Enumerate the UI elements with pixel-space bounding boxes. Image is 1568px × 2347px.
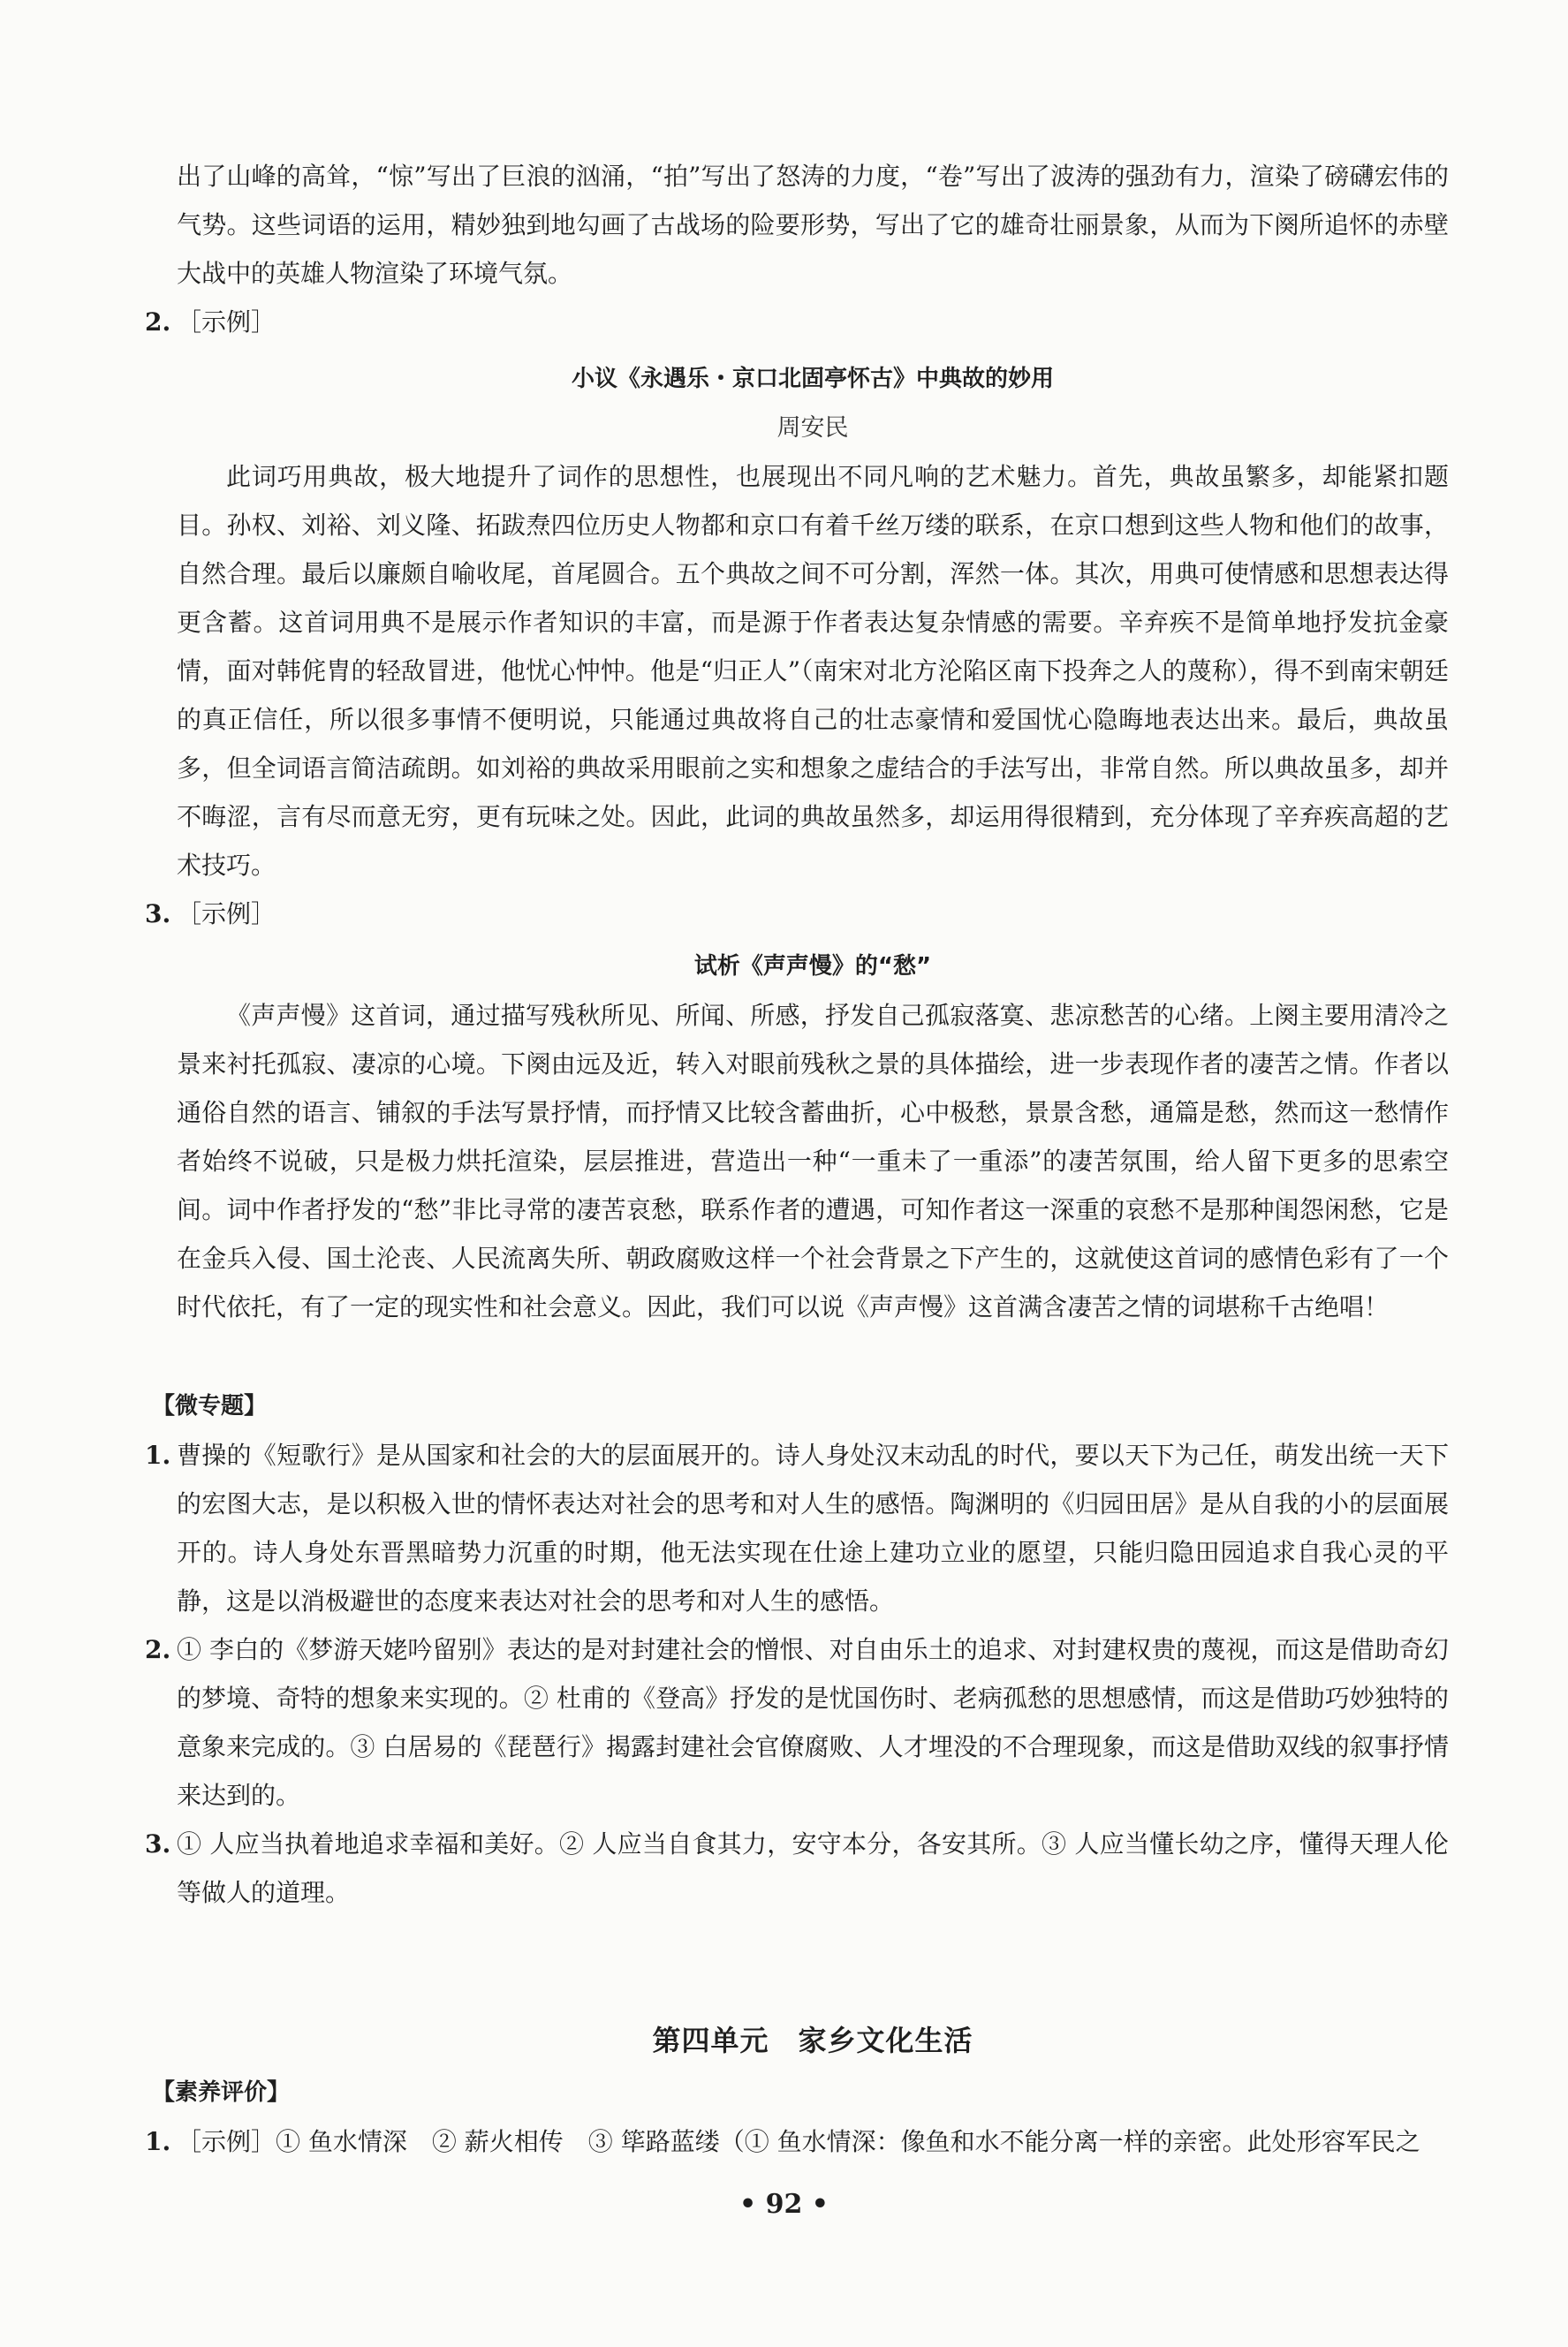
intro-text: 出了山峰的高耸，“惊”写出了巨浪的汹涌，“拍”写出了怒涛的力度，“卷”写出了波涛的强劲有力，渲染了磅礴宏伟的气势。这些词语的运用，精妙独到地勾画了古战场的险要形势，写出了它的雄奇壮丽景象，从而为下阕所追怀的赤壁大战中的英雄人物渲染了环境气氛。 — [177, 162, 1449, 288]
unit-title: 第四单元 家乡文化生活 — [652, 2024, 973, 2057]
list-item — [145, 1820, 1449, 1917]
answer-item-3 — [145, 890, 1449, 1331]
list-item — [145, 1431, 1449, 1625]
list-item — [145, 2117, 1449, 2166]
item-number: 2. — [145, 1635, 171, 1664]
section-label: 【微专题】 — [152, 1393, 268, 1420]
item-text: ① 李白的《梦游天姥吟留别》表达的是对封建社会的憎恨、对自由乐土的追求、对封建权贵的蔑视，而这是借助奇幻的梦境、奇特的想象来实现的。② 杜甫的《登高》抒发的是忧国伤时、老病孤愁的思想感情，而这是借助巧妙独特的意象来完成的。③ 白居易的《琵琶行》揭露封建社会官僚腐败、人才埋没的不合理现象，而这是借助双线的叙事抒情来达到的。 — [177, 1635, 1449, 1810]
item-2-header — [145, 298, 1449, 346]
item-number: 3. — [145, 899, 171, 928]
essay-author: 周安民 — [776, 414, 849, 442]
answer-item-2 — [145, 298, 1449, 890]
item-number: 3. — [145, 1829, 171, 1859]
micro-topic-section — [145, 1382, 1449, 1917]
essay-title: 试析《声声慢》的“愁” — [693, 953, 932, 980]
item-number: 2. — [145, 307, 171, 337]
essay-body: 此词巧用典故，极大地提升了词作的思想性，也展现出不同凡响的艺术魅力。首先，典故虽繁多，却能紧扣题目。孙权、刘裕、刘义隆、拓跋焘四位历史人物都和京口有着千丝万缕的联系，在京口想到这些人物和他们的故事，自然合理。最后以廉颇自喻收尾，首尾圆合。五个典故之间不可分割，浑然一体。其次，用典可使情感和思想表达得更含蓄。这首词用典不是展示作者知识的丰富，而是源于作者表达复杂情感的需要。辛弃疾不是简单地抒发抗金豪情，面对韩侂胄的轻敌冒进，他忧心忡忡。他是“归正人”（南宋对北方沦陷区南下投奔之人的蔑称），得不到南宋朝廷的真正信任，所以很多事情不便明说，只能通过典故将自己的壮志豪情和爱国忧心隐晦地表达出来。最后，典故虽多，但全词语言简洁疏朗。如刘裕的典故采用眼前之实和想象之虚结合的手法写出，非常自然。所以典故虽多，却并不晦涩，言有尽而意无穷，更有玩味之处。因此，此词的典故虽然多，却运用得很精到，充分体现了辛弃疾高超的艺术技巧。 — [177, 462, 1449, 880]
item-text: ［示例］① 鱼水情深 ② 薪火相传 ③ 筚路蓝缕（① 鱼水情深：像鱼和水不能分离一样的亲密。此处形容军民之 — [177, 2127, 1420, 2156]
example-label: ［示例］ — [177, 307, 276, 337]
essay-title: 小议《永遇乐・京口北固亭怀古》中典故的妙用 — [571, 366, 1054, 392]
unit-4-section — [145, 2014, 1449, 2166]
item-text: 曹操的《短歌行》是从国家和社会的大的层面展开的。诗人身处汉末动乱的时代，要以天下为己任，萌发出统一天下的宏图大志，是以积极入世的情怀表达对社会的思考和对人生的感悟。陶渊明的《归园田居》是从自我的小的层面展开的。诗人身处东晋黑暗势力沉重的时期，他无法实现在仕途上建功立业的愿望，只能归隐田园追求自我心灵的平静，这是以消极避世的态度来表达对社会的思考和对人生的感悟。 — [177, 1441, 1449, 1616]
item-text: ① 人应当执着地追求幸福和美好。② 人应当自食其力，安守本分，各安其所。③ 人应当懂长幼之序，懂得天理人伦等做人的道理。 — [177, 1829, 1449, 1907]
item-number: 1. — [145, 2127, 171, 2156]
page-number: • 92 • — [739, 2189, 829, 2220]
item-3-header — [145, 890, 1449, 938]
section-label: 【素养评价】 — [152, 2079, 291, 2106]
example-label: ［示例］ — [177, 899, 276, 928]
essay-body: 《声声慢》这首词，通过描写残秋所见、所闻、所感，抒发自己孤寂落寞、悲凉愁苦的心绪。上阕主要用清冷之景来衬托孤寂、凄凉的心境。下阕由远及近，转入对眼前残秋之景的具体描绘，进一步表现作者的凄苦之情。作者以通俗自然的语言、铺叙的手法写景抒情，而抒情又比较含蓄曲折，心中极愁，景景含愁，通篇是愁，然而这一愁情作者始终不说破，只是极力烘托渲染，层层推进，营造出一种“一重未了一重添”的凄苦氛围，给人留下更多的思索空间。词中作者抒发的“愁”非比寻常的凄苦哀愁，联系作者的遭遇，可知作者这一深重的哀愁不是那种闺怨闲愁，它是在金兵入侵、国土沦丧、人民流离失所、朝政腐败这样一个社会背景之下产生的，这就使这首词的感情色彩有了一个时代依托，有了一定的现实性和社会意义。因此，我们可以说《声声慢》这首满含凄苦之情的词堪称千古绝唱！ — [177, 1001, 1449, 1321]
item-number: 1. — [145, 1441, 171, 1470]
intro-paragraph — [177, 152, 1449, 298]
list-item — [145, 1625, 1449, 1820]
